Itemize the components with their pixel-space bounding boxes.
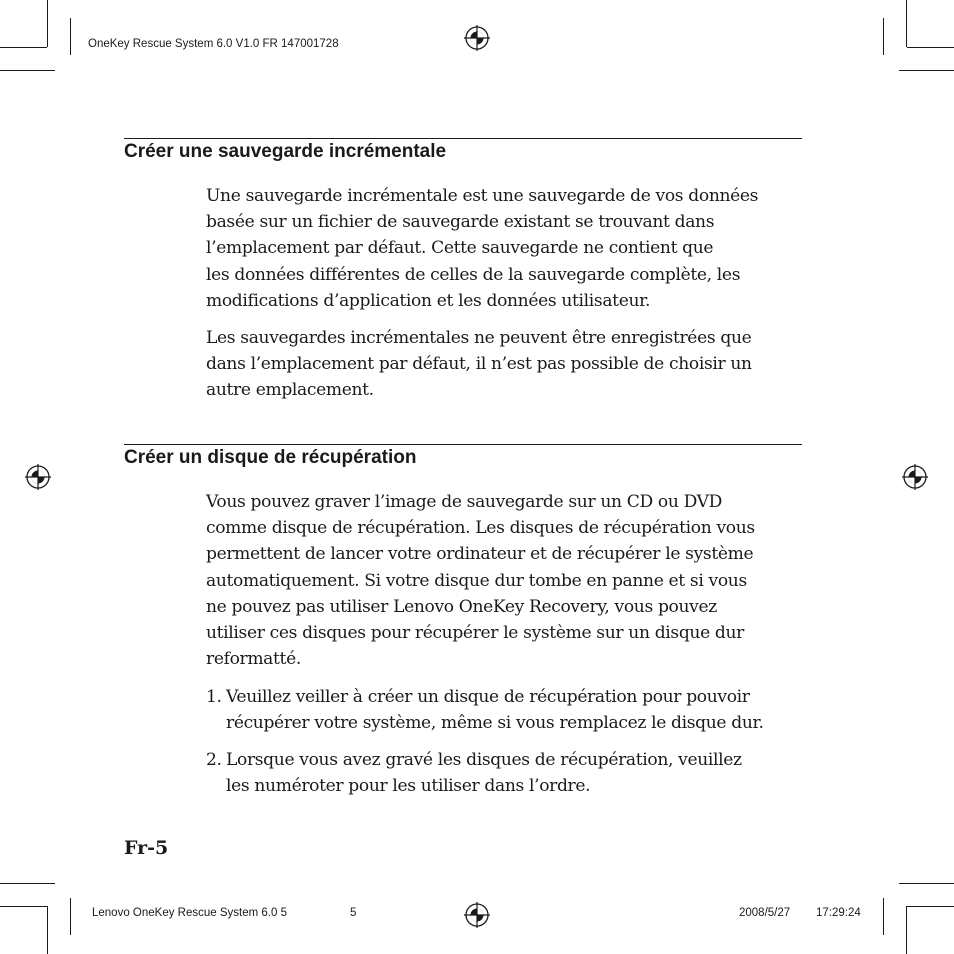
crop-mark [47, 906, 48, 954]
registration-mark-icon [25, 464, 51, 490]
crop-mark [883, 18, 884, 55]
crop-mark [899, 883, 954, 884]
text-line: utiliser ces disques pour récupérer le système sur un disque dur [206, 623, 744, 644]
body-paragraph [206, 489, 802, 672]
footer-time: 17:29:24 [816, 907, 861, 919]
text-line: comme disque de récupération. Les disques de récupération vous [206, 518, 755, 539]
text-line: automatiquement. Si votre disque dur tombe en panne et si vous [206, 570, 747, 591]
footer-date: 2008/5/27 [739, 907, 791, 919]
header-slug: OneKey Rescue System 6.0 V1.0 FR 147001728 [88, 38, 339, 50]
text-line: Les sauvegardes incrémentales ne peuvent être enregistrées que [206, 328, 752, 348]
section-heading: Créer un disque de récupération [124, 447, 417, 468]
body-paragraph [206, 325, 802, 404]
list-item-number: 2. [206, 750, 222, 770]
crop-mark [47, 0, 48, 47]
text-line: récupérer votre système, même si vous remplacez le disque dur. [226, 713, 764, 734]
crop-mark [0, 906, 47, 907]
text-line: autre emplacement. [206, 380, 374, 401]
text-line: Veuillez veiller à créer un disque de récupération pour pouvoir [226, 687, 750, 707]
text-line: l’emplacement par défaut. Cette sauvegarde ne contient que [206, 238, 714, 259]
crop-mark [906, 0, 907, 47]
crop-mark [0, 883, 55, 884]
text-line: les données différentes de celles de la sauvegarde complète, les [206, 264, 741, 285]
footer-file-name: Lenovo OneKey Rescue System 6.0 5 [92, 907, 287, 919]
text-line: modifications d’application et les données utilisateur. [206, 290, 651, 311]
text-line: dans l’emplacement par défaut, il n’est pas possible de choisir un [206, 354, 752, 375]
crop-mark [0, 47, 47, 48]
text-line: permettent de lancer votre ordinateur et de récupérer le système [206, 544, 754, 565]
registration-mark-icon [464, 902, 490, 928]
page-label: Fr-5 [124, 837, 169, 859]
crop-mark [907, 906, 954, 907]
text-line: Vous pouvez graver l’image de sauvegarde sur un CD ou DVD [206, 492, 723, 512]
crop-mark [906, 906, 907, 954]
section-rule [124, 138, 802, 139]
crop-mark [0, 70, 55, 71]
text-line: ne pouvez pas utiliser Lenovo OneKey Recovery, vous pouvez [206, 596, 717, 617]
body-paragraph [206, 183, 802, 314]
text-line: Une sauvegarde incrémentale est une sauvegarde de vos données [206, 186, 759, 206]
text-line: basée sur un fichier de sauvegarde existant se trouvant dans [206, 212, 715, 233]
list-item-text [226, 684, 802, 736]
text-line: Lorsque vous avez gravé les disques de récupération, veuillez [226, 750, 742, 770]
crop-mark [70, 18, 71, 55]
crop-mark [883, 898, 884, 935]
list-item-number: 1. [206, 687, 222, 707]
list-item-text [226, 747, 802, 799]
registration-mark-icon [464, 25, 490, 51]
text-line: les numéroter pour les utiliser dans l’ordre. [226, 776, 591, 797]
crop-mark [907, 47, 954, 48]
section-heading: Créer une sauvegarde incrémentale [124, 141, 447, 162]
section-rule [124, 444, 802, 445]
footer-file-page: 5 [350, 907, 357, 919]
text-line: reformatté. [206, 649, 301, 670]
registration-mark-icon [902, 464, 928, 490]
crop-mark [899, 70, 954, 71]
crop-mark [70, 898, 71, 935]
